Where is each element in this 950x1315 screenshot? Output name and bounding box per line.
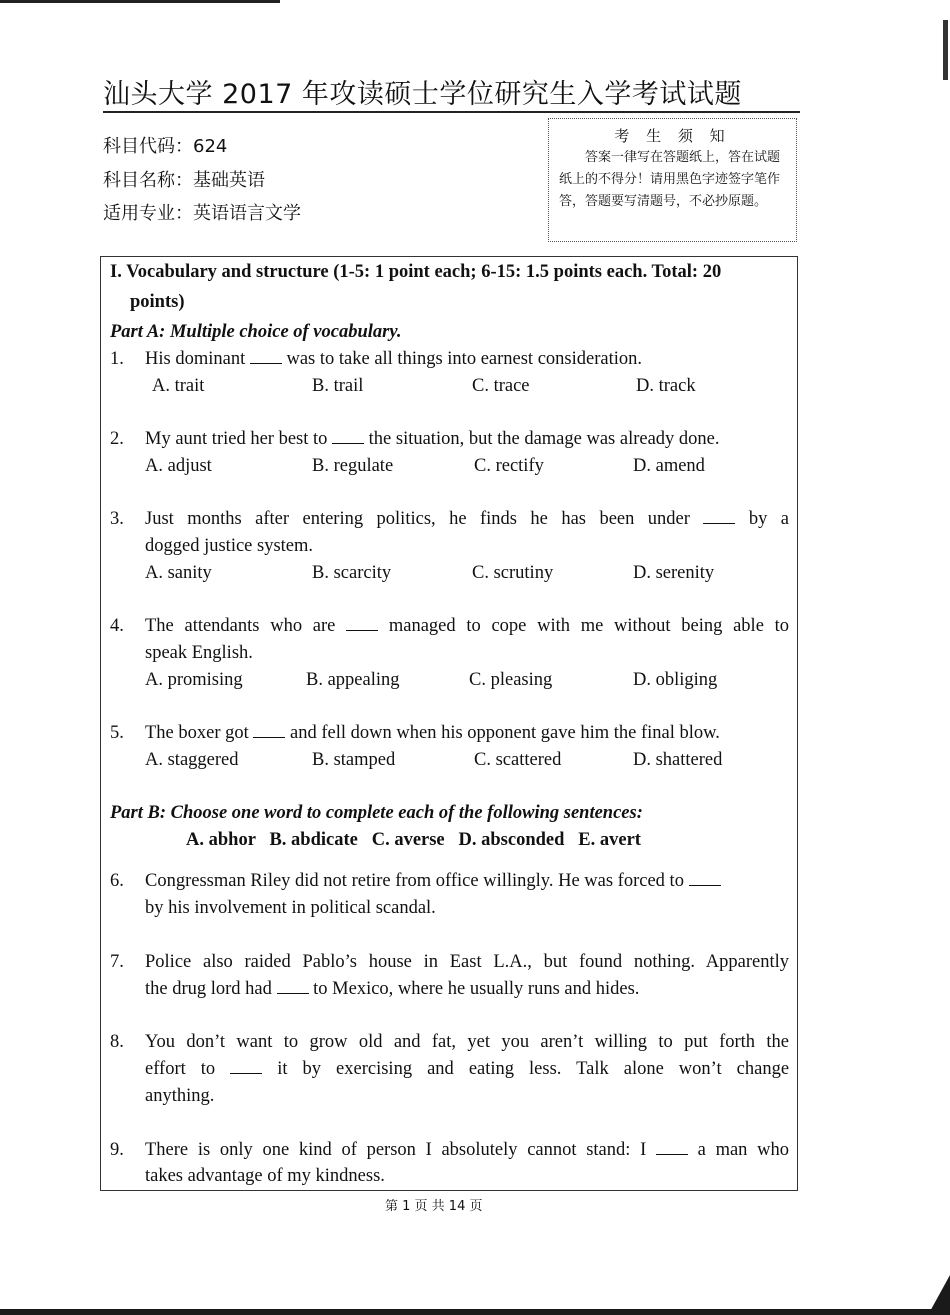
option: D. amend [633, 456, 705, 476]
scan-edge-right [943, 20, 948, 80]
option: D. obliging [633, 670, 718, 690]
option: C. rectify [474, 456, 544, 476]
word-bank: A. abhor B. abdicate C. averse D. absconded E. avert [186, 830, 641, 850]
option: D. serenity [633, 563, 715, 583]
option: B. trail [312, 376, 364, 396]
question-number: 1. [110, 349, 124, 369]
question-number: 9. [110, 1140, 124, 1160]
question-number: 4. [110, 616, 124, 636]
question-text: There is only one kind of person I absolutely cannot stand: I a man who [145, 1140, 789, 1160]
scan-corner [928, 1275, 950, 1315]
notice-title: 考 生 须 知 [614, 127, 731, 145]
answer-blank [253, 725, 285, 738]
option: A. trait [152, 376, 205, 396]
question-text-cont: anything. [145, 1086, 215, 1106]
option: A. promising [145, 670, 243, 690]
option: A. staggered [145, 750, 239, 770]
option: C. trace [472, 376, 530, 396]
question-number: 7. [110, 952, 124, 972]
scan-edge-top [0, 0, 280, 3]
subject-code: 科目代码：624 [103, 136, 228, 157]
option: C. pleasing [469, 670, 553, 690]
question-text-cont: takes advantage of my kindness. [145, 1166, 385, 1186]
part-b-title: Part B: Choose one word to complete each of the following sentences: [110, 803, 643, 823]
question-text: Just months after entering politics, he finds he has been under by a [145, 509, 789, 529]
question-text: The attendants who are managed to cope with me without being able to [145, 616, 790, 636]
applicable-major: 适用专业：英语语言文学 [103, 203, 301, 224]
question-text-cont: the drug lord had to Mexico, where he usually runs and hides. [145, 979, 640, 999]
page-footer: 第 1 页 共 14 页 [385, 1199, 483, 1214]
question-text: You don’t want to grow old and fat, yet you aren’t willing to put forth the [145, 1032, 789, 1052]
question-text: Congressman Riley did not retire from office willingly. He was forced to [145, 871, 721, 892]
scan-edge-bottom [0, 1309, 950, 1315]
title-rule [103, 111, 800, 113]
option: A. adjust [145, 456, 212, 476]
notice-body: 答案一律写在答题纸上，答在试题纸上的不得分！请用黑色字迹签字笔作答，答题要写清题号，不必抄原题。 [559, 150, 781, 209]
option: B. appealing [306, 670, 400, 690]
answer-blank [277, 981, 309, 994]
option: B. regulate [312, 456, 394, 476]
option: C. scrutiny [472, 563, 554, 583]
question-number: 3. [110, 509, 124, 529]
question-text: My aunt tried her best to the situation, but the damage was already done. [145, 429, 720, 449]
question-text-cont: dogged justice system. [145, 536, 314, 556]
option: D. track [636, 376, 696, 396]
question-text: The boxer got and fell down when his opponent gave him the final blow. [145, 723, 720, 743]
question-number: 6. [110, 871, 124, 891]
question-text: His dominant was to take all things into earnest consideration. [145, 349, 642, 369]
subject-name: 科目名称：基础英语 [103, 170, 265, 191]
answer-blank [656, 1142, 688, 1155]
option: B. scarcity [312, 563, 392, 583]
answer-blank [230, 1061, 262, 1074]
section-heading: I. Vocabulary and structure (1-5: 1 point each; 6-15: 1.5 points each. Total: 20 [110, 262, 722, 282]
option: A. sanity [145, 563, 212, 583]
question-number: 5. [110, 723, 124, 743]
answer-blank [703, 511, 735, 524]
question-number: 2. [110, 429, 124, 449]
part-a-title: Part A: Multiple choice of vocabulary. [110, 322, 402, 342]
answer-blank [689, 873, 721, 886]
option: B. stamped [312, 750, 396, 770]
question-text-cont: speak English. [145, 643, 253, 663]
section-heading-cont: points) [130, 292, 185, 312]
question-text: Police also raided Pablo’s house in East L.A., but found nothing. Apparently [145, 952, 789, 972]
question-text-cont: by his involvement in political scandal. [145, 898, 436, 918]
answer-blank [250, 351, 282, 364]
answer-blank [346, 618, 378, 631]
question-text-cont: effort to it by exercising and eating less. Talk alone won’t change [145, 1059, 790, 1079]
question-number: 8. [110, 1032, 124, 1052]
exam-title: 汕头大学 2017 年攻读硕士学位研究生入学考试试题 [103, 79, 742, 110]
option: D. shattered [633, 750, 723, 770]
exam-notice [548, 118, 797, 242]
option: C. scattered [474, 750, 562, 770]
answer-blank [332, 431, 364, 444]
